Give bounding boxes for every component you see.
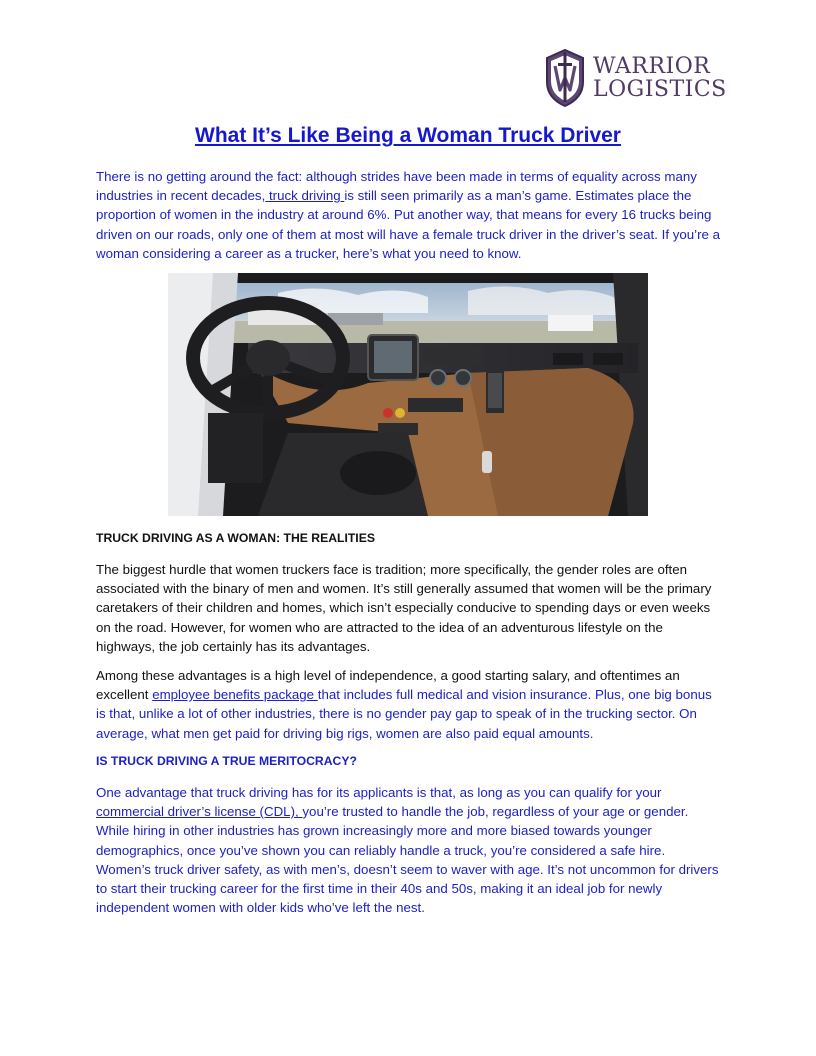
- intro-text-after: is still seen primarily as a man’s game. Estimates place the proportion of women in the industry at around 6%. Put another way, that means for every 16 trucks being driven on our roads, only one of them at most will have a female truck driver in the driver’s seat. If you’re a woman considering a career as a trucker, here’s what you need to know.: [96, 188, 721, 261]
- company-logo: [543, 47, 733, 109]
- realities-paragraph-1: The biggest hurdle that women truckers face is tradition; more specifically, the gender roles are often associated with the binary of men and women. It’s still generally assumed that women will be the primary caretakers of their children and homes, which isn’t especially conducive to spending days or even weeks on the road. However, for women who are attracted to the idea of an adventurous lifestyle on the highways, the job certainly has its advantages.: [96, 562, 712, 654]
- cdl-link[interactable]: commercial driver’s license (CDL),: [96, 804, 303, 820]
- section-heading-realities: TRUCK DRIVING AS A WOMAN: THE REALITIES: [96, 531, 375, 545]
- logo-line-2: LOGISTICS: [593, 77, 727, 102]
- truck-driving-link[interactable]: truck driving: [265, 188, 345, 204]
- intro-text-before: There is no getting around the fact: although strides have been made in terms of equality across many industries in recent decades,: [96, 169, 697, 204]
- meritocracy-paragraph: [96, 783, 721, 917]
- p2-text-after: that includes full medical and vision insurance. Plus, one big bonus is that, unlike a lot of other industries, there is no gender pay gap to speak of in the trucking sector. On average, what men get paid for driving big rigs, women are also paid equal amounts.: [96, 687, 712, 741]
- m-text-before: One advantage that truck driving has for its applicants is that, as long as you can qualify for your: [96, 785, 662, 800]
- shield-sword-logo-icon: [543, 48, 587, 108]
- employee-benefits-link[interactable]: employee benefits package: [152, 687, 318, 703]
- realities-paragraph-2: [96, 666, 721, 743]
- page-title[interactable]: What It’s Like Being a Woman Truck Driver: [195, 124, 621, 147]
- intro-paragraph: [96, 167, 721, 263]
- p2-text-before: Among these advantages is a high level of independence, a good starting salary, and oftentimes an excellent: [96, 668, 680, 703]
- truck-cab-photo: [168, 273, 648, 516]
- section-heading-meritocracy: IS TRUCK DRIVING A TRUE MERITOCRACY?: [96, 754, 357, 768]
- logo-line-1: WARRIOR: [593, 54, 711, 79]
- m-text-after: you’re trusted to handle the job, regardless of your age or gender. While hiring in other industries has grown increasingly more and more biased towards younger demographics, once you’ve shown you can reliably handle a truck, you’re considered a safe hire. Women’s truck driver safety, as with men’s, doesn’t seem to waver with age. It’s not uncommon for drivers to start their trucking career for the first time in their 40s and 50s, making it an ideal job for newly independent women with older kids who’ve left the nest.: [96, 804, 719, 916]
- logo-wordmark: [593, 55, 727, 101]
